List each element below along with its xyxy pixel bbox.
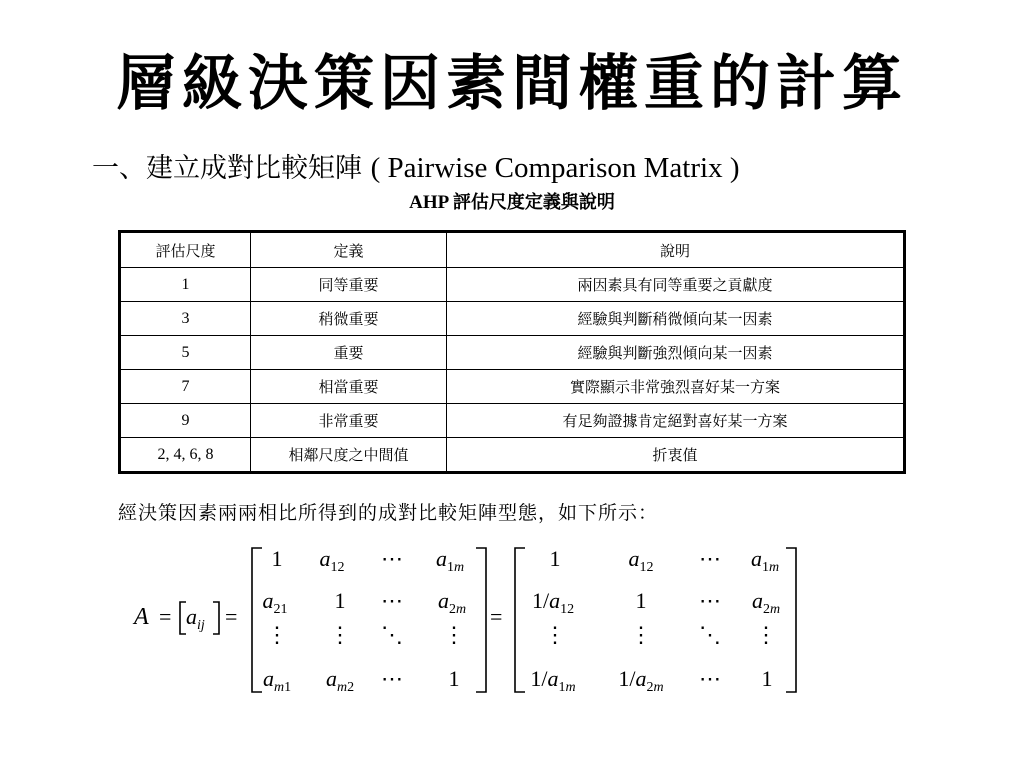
table-cell-definition: 稍微重要 xyxy=(251,302,447,336)
matrix2 xyxy=(530,546,780,695)
table-cell-scale: 7 xyxy=(120,370,251,404)
matrix2-cell: ⋱ xyxy=(699,622,721,647)
matrix2-cell: $a_2m$ xyxy=(751,588,781,617)
matrix2-cell: $1/a_1m$ xyxy=(530,666,576,695)
matrix1-cell: 1 xyxy=(448,666,460,691)
matrix1-cell: $a_{21}$ xyxy=(262,588,288,617)
matrix2-cell: ⋯ xyxy=(699,666,721,691)
matrix1 xyxy=(263,546,467,695)
table-cell-definition: 相鄰尺度之中間值 xyxy=(251,438,447,473)
header-description: 說明 xyxy=(447,232,905,268)
matrix1-cell: ⋯ xyxy=(381,546,403,571)
matrix1-cell: ⋯ xyxy=(381,666,403,691)
matrix2-cell: ⋯ xyxy=(699,546,721,571)
table-cell-description: 經驗與判斷稍微傾向某一因素 xyxy=(447,302,905,336)
equals-sign: = xyxy=(159,604,172,629)
matrix1-cell: ⋮ xyxy=(266,622,288,647)
matrix2-cell: $a_{12}$ xyxy=(628,546,654,575)
table-row xyxy=(120,302,905,336)
element-a: $a_{ij}$ xyxy=(186,604,205,633)
matrix-note: 經決策因素兩兩相比所得到的成對比較矩陣型態，如下所示： xyxy=(118,502,659,524)
matrix2-cell: 1 xyxy=(549,546,561,571)
matrix1-cell: $a_2m$ xyxy=(437,588,467,617)
matrix2-cell: $a_1m$ xyxy=(750,546,780,575)
matrix2-cell: 1 xyxy=(635,588,647,613)
ahp-scale-table xyxy=(118,230,906,474)
table-row xyxy=(120,336,905,370)
table-row xyxy=(120,268,905,302)
table-cell-definition: 非常重要 xyxy=(251,404,447,438)
matrix1-cell: ⋮ xyxy=(443,622,465,647)
table-cell-scale: 5 xyxy=(120,336,251,370)
matrix2-cell: ⋮ xyxy=(755,622,777,647)
table-cell-description: 折衷值 xyxy=(447,438,905,473)
table-cell-description: 兩因素具有同等重要之貢獻度 xyxy=(447,268,905,302)
matrix2-cell: ⋮ xyxy=(630,622,652,647)
table-cell-scale: 3 xyxy=(120,302,251,336)
matrix2-right-bracket xyxy=(786,548,796,692)
section-heading xyxy=(92,146,739,185)
matrix2-cell: ⋮ xyxy=(544,622,566,647)
table-cell-description: 實際顯示非常強烈喜好某一方案 xyxy=(447,370,905,404)
section-heading-zh: 一、建立成對比較矩陣 xyxy=(92,153,371,184)
table-cell-definition: 同等重要 xyxy=(251,268,447,302)
matrix2-cell: $1/a_2m$ xyxy=(618,666,664,695)
table-caption-zh: 評估尺度定義與說明 xyxy=(452,192,615,213)
matrix2-cell: $1/a_{12}$ xyxy=(531,588,575,617)
table-cell-description: 有足夠證據肯定絕對喜好某一方案 xyxy=(447,404,905,438)
equals-sign: = xyxy=(225,604,238,629)
table-caption xyxy=(0,188,1024,214)
table-row xyxy=(120,438,905,473)
header-definition: 定義 xyxy=(251,232,447,268)
header-scale: 評估尺度 xyxy=(120,232,251,268)
matrix-symbol-a: A xyxy=(134,604,149,630)
matrix1-cell: ⋯ xyxy=(381,588,403,613)
matrix1-cell: $a_1m$ xyxy=(435,546,465,575)
matrix1-cell: $a_m2$ xyxy=(325,666,355,695)
table-cell-definition: 相當重要 xyxy=(251,370,447,404)
table-cell-definition: 重要 xyxy=(251,336,447,370)
matrix-equation xyxy=(0,530,1024,710)
pairwise-matrix-formula xyxy=(0,530,1024,710)
table-cell-scale: 9 xyxy=(120,404,251,438)
matrix2-left-bracket xyxy=(515,548,525,692)
equals-sign: = xyxy=(490,604,503,629)
matrix2-cell: 1 xyxy=(761,666,773,691)
table-cell-scale: 2, 4, 6, 8 xyxy=(120,438,251,473)
slide-title: 層級決策因素間權重的計算 xyxy=(116,49,908,119)
matrix1-right-bracket xyxy=(476,548,486,692)
table-header-row xyxy=(120,232,905,268)
matrix1-cell: ⋱ xyxy=(381,622,403,647)
element-right-bracket xyxy=(213,602,219,634)
matrix1-cell: 1 xyxy=(271,546,283,571)
matrix1-cell: $a_{12}$ xyxy=(319,546,345,575)
section-heading-en: ( Pairwise Comparison Matrix ) xyxy=(370,152,740,184)
matrix1-cell: $a_m1$ xyxy=(262,666,292,695)
matrix1-cell: ⋮ xyxy=(329,622,351,647)
matrix1-cell: 1 xyxy=(334,588,346,613)
table-cell-scale: 1 xyxy=(120,268,251,302)
table-row xyxy=(120,370,905,404)
matrix2-cell: ⋯ xyxy=(699,588,721,613)
table-row xyxy=(120,404,905,438)
table-cell-description: 經驗與判斷強烈傾向某一因素 xyxy=(447,336,905,370)
table-caption-en: AHP xyxy=(409,192,453,213)
matrix1-left-bracket xyxy=(252,548,262,692)
